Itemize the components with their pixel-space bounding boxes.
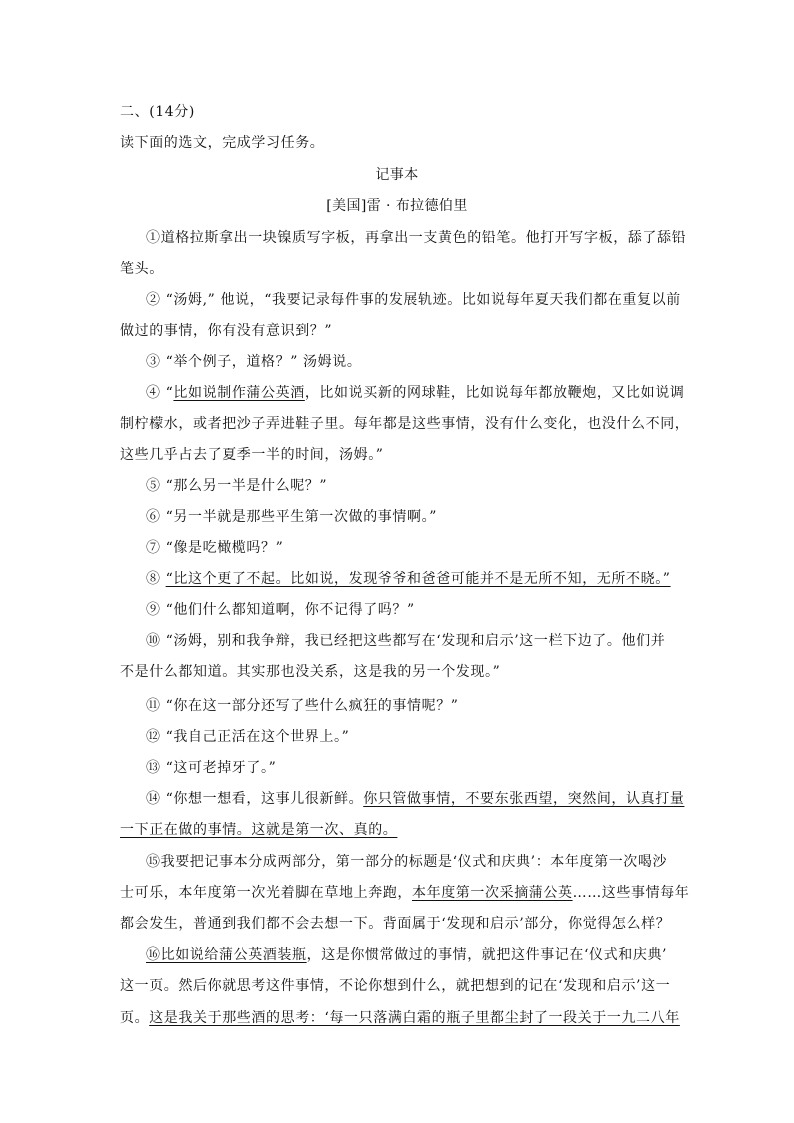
paragraph-16-line-1-rest: ，这是你惯常做过的事情，就把这件事记在‘仪式和庆典’ (306, 947, 668, 963)
article-title: 记事本 (375, 167, 419, 183)
paragraph-16-line-1 (146, 945, 667, 965)
paragraph-1-line-2: 笔头。 (120, 261, 164, 277)
paragraph-4-line-2: 制柠檬水，或者把沙子弄进鞋子里。每年都是这些事情，没有什么变化，也没什么不同， (120, 416, 690, 432)
underlined-dandelion-wine: 比如说制作蒲公英酒 (173, 385, 305, 401)
paragraph-16-line-3-start: 页。 (120, 1010, 150, 1026)
paragraph-6: ⑥ “另一半就是那些平生第一次做的事情啊。” (146, 509, 437, 525)
paragraph-12: ⑫ “我自己正活在这个世界上。” (146, 729, 350, 745)
paragraph-14-line-1 (146, 789, 684, 809)
paragraph-14-opening: ⑭ “你想一想看，这事儿很新鲜。 (146, 791, 364, 807)
paragraph-8-number: ⑧ (146, 571, 166, 587)
underlined-wine-thoughts: 这是我关于那些酒的思考：‘每一只落满白霜的瓶子里都尘封了一段关于一九二八年 (149, 1010, 680, 1026)
paragraph-15-line-3: 都会发生，普通到我们都不会去想一下。背面属于‘发现和启示’部分，你觉得怎么样？ (120, 916, 671, 932)
paragraph-15-line-2 (120, 883, 689, 903)
paragraph-9: ⑨ “他们什么都知道啊，你不记得了吗？” (146, 602, 415, 618)
paragraph-16-line-3 (120, 1008, 680, 1028)
paragraph-4-line-1 (146, 383, 684, 403)
paragraph-3: ③ “举个例子，道格？” 汤姆说。 (146, 354, 362, 370)
paragraph-2-line-2: 做过的事情，你有没有意识到？” (120, 323, 333, 339)
task-instruction: 读下面的选文，完成学习任务。 (120, 135, 325, 151)
paragraph-4-line-3: 这些几乎占去了夏季一半的时间，汤姆。” (120, 447, 384, 463)
paragraph-15-line-1: ⑮我要把记事本分成两部分，第一部分的标题是‘仪式和庆典’：本年度第一次喝沙 (146, 854, 668, 870)
section-heading: 二、(14分) (120, 104, 195, 120)
underlined-sentence-14-part-2: 一下正在做的事情。这就是第一次、真的。 (120, 822, 398, 838)
paragraph-8 (146, 569, 671, 589)
paragraph-15-line-2-start: 士可乐，本年度第一次光着脚在草地上奔跑， (120, 885, 412, 901)
underlined-bottling-wine: ⑯比如说给蒲公英酒装瓶 (146, 947, 307, 963)
paragraph-14-line-2 (120, 820, 397, 840)
paragraph-4-line-1-rest: ，比如说买新的网球鞋，比如说每年都放鞭炮，又比如说调 (304, 385, 685, 401)
paragraph-13: ⑬ “这可老掉牙了。” (146, 760, 277, 776)
paragraph-7: ⑦ “像是吃橄榄吗？” (146, 540, 284, 556)
paragraph-16-line-2: 这一页。然后你就思考这件事情，不论你想到什么，就把想到的记在‘发现和启示’这一 (120, 978, 671, 994)
paragraph-15-line-2-end: ……这些事情每年 (572, 885, 690, 901)
paragraph-10-line-2: 不是什么都知道。其实那也没关系，这是我的另一个发现。” (120, 664, 501, 680)
paragraph-2-line-1: ② “汤姆,” 他说，“我要记录每件事的发展轨迹。比如说每年夏天我们都在重复以前 (146, 292, 681, 308)
paragraph-1-line-1: ①道格拉斯拿出一块镍质写字板，再拿出一支黄色的铅笔。他打开写字板，舔了舔铅 (146, 230, 687, 246)
article-author: [美国]雷 · 布拉德伯里 (326, 198, 468, 214)
underlined-sentence-8: “比这个更了不起。比如说，发现爷爷和爸爸可能并不是无所不知，无所不晓。” (165, 571, 671, 587)
paragraph-11: ⑪ “你在这一部分还写了些什么疯狂的事情呢？” (146, 698, 459, 714)
paragraph-5: ⑤ “那么另一半是什么呢？” (146, 478, 328, 494)
underlined-picking-dandelions: 本年度第一次采摘蒲公英 (412, 885, 573, 901)
paragraph-10-line-1: ⑩ “汤姆，别和我争辩，我已经把这些都写在‘发现和启示’这一栏下边了。他们并 (146, 633, 666, 649)
paragraph-4-opening: ④ “ (146, 385, 174, 401)
underlined-sentence-14-part-1: 你只管做事情，不要东张西望，突然间，认真打量 (363, 791, 685, 807)
